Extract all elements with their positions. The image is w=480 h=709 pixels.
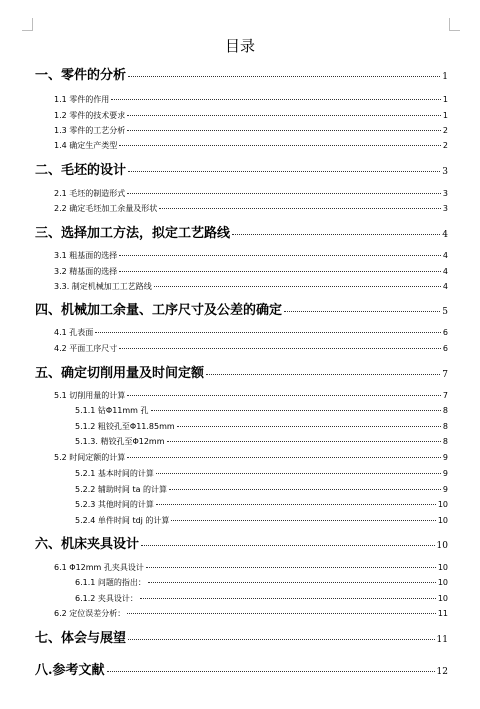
toc-entry-text: 5.1.2 粗铰孔至Φ11.85mm: [75, 422, 175, 431]
toc-leader: [151, 410, 441, 411]
toc-entry-text: 6.1.2 夹具设计：: [75, 594, 138, 603]
toc-entry[interactable]: [75, 405, 448, 416]
toc-entry[interactable]: [75, 515, 448, 526]
toc-entry[interactable]: [54, 281, 448, 292]
toc-entry-text: 四、机械加工余量、工序尺寸及公差的确定: [35, 303, 283, 318]
toc-leader: [206, 374, 440, 375]
toc-entry-text: 5.2.4 单件时间 tdj 的计算: [75, 516, 170, 525]
toc-title: 目录: [224, 37, 255, 55]
toc-leader: [127, 193, 441, 194]
toc-entry[interactable]: [54, 250, 448, 261]
toc-entry-text: 二、毛坯的设计: [35, 163, 127, 178]
toc-leader: [169, 489, 441, 490]
toc-leader: [140, 598, 436, 599]
toc-entry[interactable]: [35, 631, 448, 648]
toc-entry-page: 7: [442, 370, 448, 380]
toc-entry[interactable]: [35, 663, 448, 680]
toc-entry-page: 3: [442, 189, 448, 198]
toc-entry-text: 3.3. 制定机械加工工艺路线: [54, 282, 152, 291]
toc-entry-text: 3.1 粗基面的选择: [54, 251, 118, 260]
toc-entry[interactable]: [35, 303, 448, 320]
toc-entry-text: 八.参考文献: [35, 663, 105, 678]
toc-entry-page: 1: [442, 111, 448, 120]
toc-entry[interactable]: [54, 188, 448, 199]
toc-leader: [119, 271, 441, 272]
toc-entry-page: 4: [442, 230, 448, 240]
toc-entry-page: 4: [442, 282, 448, 291]
toc-entry[interactable]: [75, 421, 448, 432]
toc-entry[interactable]: [54, 343, 448, 354]
toc-leader: [171, 520, 435, 521]
toc-entry-page: 1: [442, 95, 448, 104]
toc-entry-page: 12: [436, 667, 448, 677]
toc-entry-page: 1: [442, 72, 448, 82]
toc-entry-page: 9: [442, 485, 448, 494]
toc-entry[interactable]: [75, 593, 448, 604]
toc-entry-page: 9: [442, 453, 448, 462]
toc-entry-page: 3: [442, 204, 448, 213]
toc-entry-text: 6.2 定位误差分析：: [54, 609, 126, 618]
toc-leader: [141, 545, 435, 546]
toc-entry[interactable]: [35, 68, 448, 85]
toc-entry[interactable]: [54, 390, 448, 401]
toc-entry-text: 4.1 孔表面: [54, 328, 94, 337]
toc-entry[interactable]: [75, 436, 448, 447]
toc-entry[interactable]: [54, 562, 448, 573]
toc-entry[interactable]: [35, 226, 448, 243]
toc-leader: [119, 255, 441, 256]
toc-entry[interactable]: [54, 125, 448, 136]
toc-entry-page: 11: [436, 635, 448, 645]
toc-entry[interactable]: [54, 94, 448, 105]
toc-entry-page: 7: [442, 391, 448, 400]
toc-entry-page: 3: [442, 167, 448, 177]
toc-entry-page: 10: [437, 516, 448, 525]
toc-entry-page: 10: [437, 578, 448, 587]
toc-entry[interactable]: [54, 327, 448, 338]
toc-leader: [127, 613, 436, 614]
toc-entry[interactable]: [54, 140, 448, 151]
toc-leader: [111, 99, 441, 100]
toc-entry-text: 1.3 零件的工艺分析: [54, 126, 126, 135]
toc-entry-text: 5.2.1 基本时间的计算: [75, 469, 154, 478]
toc-leader: [128, 639, 435, 640]
toc-entry-page: 10: [437, 563, 448, 572]
toc-entry-text: 1.4 确定生产类型: [54, 141, 118, 150]
toc-entry-text: 1.2 零件的技术要求: [54, 111, 126, 120]
toc-entry-text: 2.1 毛坯的制造形式: [54, 189, 126, 198]
toc-leader: [177, 426, 441, 427]
toc-leader: [232, 234, 440, 235]
toc-entry[interactable]: [54, 110, 448, 121]
toc-entry-page: 5: [442, 307, 448, 317]
toc-leader: [167, 441, 441, 442]
toc-entry-text: 5.2.3 其他时间的计算: [75, 500, 154, 509]
toc-entry-text: 5.2.2 辅助时间 ta 的计算: [75, 485, 168, 494]
toc-leader: [95, 332, 441, 333]
toc-entry-text: 6.1.1 问题的指出：: [75, 578, 146, 587]
toc-entry-page: 11: [437, 609, 448, 618]
toc-leader: [284, 311, 440, 312]
toc-leader: [128, 171, 440, 172]
toc-leader: [156, 504, 436, 505]
toc-entry-page: 6: [442, 344, 448, 353]
toc-entry-page: 2: [442, 141, 448, 150]
toc-entry-page: 6: [442, 328, 448, 337]
toc-entry-text: 1.1 零件的作用: [54, 95, 110, 104]
toc-entry-text: 一、零件的分析: [35, 68, 127, 83]
toc-entry[interactable]: [75, 499, 448, 510]
toc-entry[interactable]: [54, 608, 448, 619]
toc-entry[interactable]: [35, 163, 448, 180]
toc-leader: [127, 395, 441, 396]
toc-entry-text: 2.2 确定毛坯加工余量及形状: [54, 204, 158, 213]
toc-entry-text: 3.2 精基面的选择: [54, 267, 118, 276]
toc-entry[interactable]: [75, 577, 448, 588]
toc-entry-text: 三、选择加工方法，拟定工艺路线: [35, 226, 231, 241]
toc-entry-page: 2: [442, 126, 448, 135]
toc-leader: [127, 457, 441, 458]
toc-entry-page: 8: [442, 406, 448, 415]
toc-entry[interactable]: [54, 203, 448, 214]
toc-entry-page: 4: [442, 267, 448, 276]
toc-entry-page: 10: [437, 594, 448, 603]
toc-entry[interactable]: [35, 366, 448, 383]
toc-entry-text: 五、确定切削用量及时间定额: [35, 366, 205, 381]
toc-entry-text: 六、机床夹具设计: [35, 537, 140, 552]
toc-entry-page: 10: [436, 541, 448, 551]
toc-entry-text: 5.1 切削用量的计算: [54, 391, 126, 400]
toc-entry-page: 4: [442, 251, 448, 260]
toc-entry[interactable]: [54, 452, 448, 463]
toc-entry[interactable]: [75, 468, 448, 479]
toc-entry-text: 七、体会与展望: [35, 631, 127, 646]
toc-leader: [156, 473, 441, 474]
toc-leader: [127, 130, 441, 131]
toc-entry-page: 8: [442, 437, 448, 446]
toc-entry-text: 5.1.3. 精铰孔至Φ12mm: [75, 437, 165, 446]
toc-leader: [146, 567, 436, 568]
toc-leader: [159, 208, 441, 209]
toc-leader: [127, 115, 441, 116]
toc-entry-text: 4.2 平面工序尺寸: [54, 344, 118, 353]
toc-entry-page: 8: [442, 422, 448, 431]
toc-entry[interactable]: [75, 484, 448, 495]
crop-mark-top-left: [22, 18, 33, 31]
toc-entry-page: 10: [437, 500, 448, 509]
toc-entry-text: 5.2 时间定额的计算: [54, 453, 126, 462]
toc-leader: [107, 671, 435, 672]
toc-entry-text: 6.1 Φ12mm 孔夹具设计: [54, 563, 144, 572]
toc-leader: [119, 145, 441, 146]
toc-leader: [148, 582, 436, 583]
crop-mark-top-right: [449, 18, 460, 31]
toc-entry-page: 9: [442, 469, 448, 478]
toc-entry-text: 5.1.1 钻Φ11mm 孔: [75, 406, 149, 415]
toc-entry[interactable]: [35, 537, 448, 554]
toc-entry[interactable]: [54, 266, 448, 277]
toc-leader: [119, 348, 441, 349]
toc-leader: [154, 286, 441, 287]
toc-leader: [128, 76, 440, 77]
